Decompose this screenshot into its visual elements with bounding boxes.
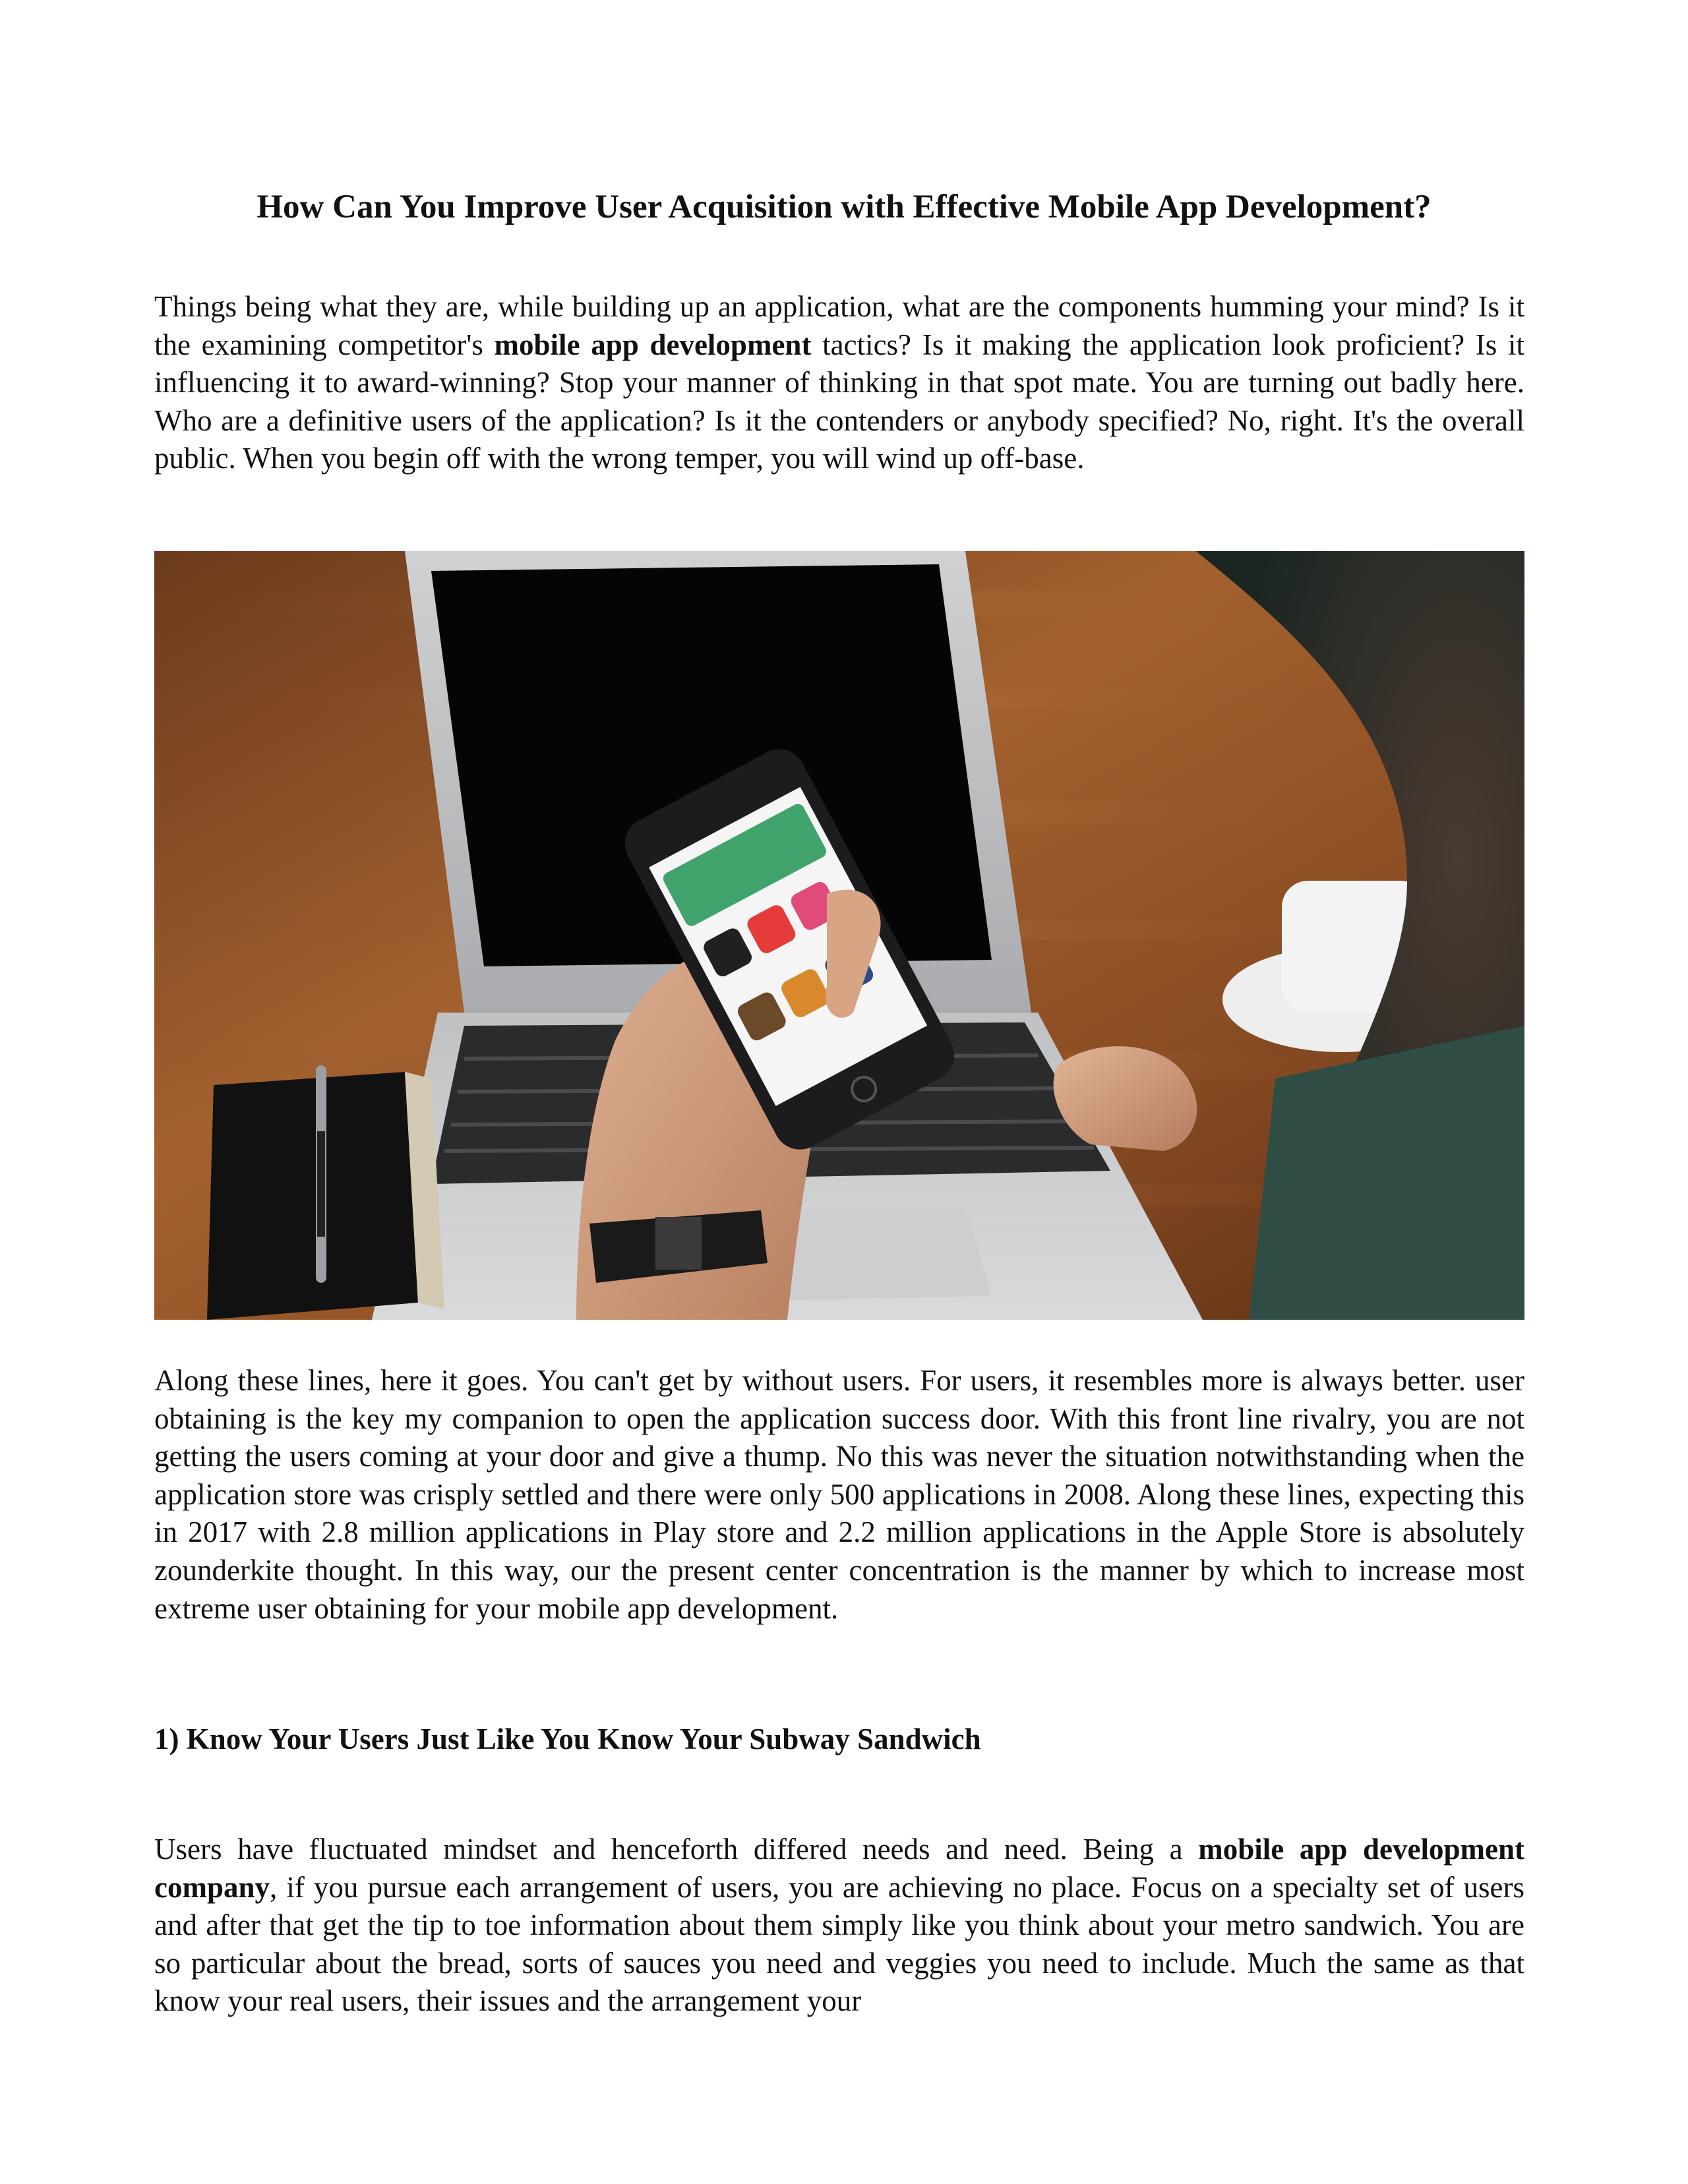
- intro-paragraph: [154, 288, 1524, 478]
- document-title: How Can You Improve User Acquisition with Effective Mobile App Development?: [256, 189, 1432, 225]
- intro-bold-keyword: mobile app development: [494, 328, 812, 361]
- p3-text-1: Users have fluctuated mindset and henceforth differed needs and need. Being a: [154, 1833, 1199, 1866]
- p3-text-2: , if you pursue each arrangement of users, you are achieving no place. Focus on a specialty set of users and after that get the tip to toe information about them simply like you think about your metro sandwich. You are so particular about the bread, sorts of sauces you need and veggies you need to include. Much the same as that know your real users, their issues and the arrangement your: [154, 1870, 1524, 2018]
- intro-text-1: Things being what they are, while building up an application, what are the components humming your mind? Is it the examining competitor's: [154, 290, 1524, 361]
- body-paragraph-2: Along these lines, here it goes. You can't get by without users. For users, it resembles more is always better. user obtaining is the key my companion to open the application success door. With this front line rivalry, you are not getting the users coming at your door and give a thump. No this was never the situation notwithstanding when the application store was crisply settled and there were only 500 applications in 2008. Along these lines, expecting this in 2017 with 2.8 million applications in Play store and 2.2 million applications in the Apple Store is absolutely zounderkite thought. In this way, our the present center concentration is the manner by which to increase most extreme user obtaining for your mobile app development.: [154, 1364, 1524, 1625]
- intro-text-2: tactics? Is it making the application look proficient? Is it influencing it to award-winning? Stop your manner of thinking in that spot mate. You are turning out badly here. Who are a definitive users of the application? Is it the contenders or anybody specified? No, right. It's the overall public. When you begin off with the wrong temper, you will wind up off-base.: [154, 328, 1524, 475]
- p3-bold-keyword: mobile app development company: [154, 1833, 1524, 1904]
- body-paragraph-3: [154, 1831, 1524, 2021]
- section-heading: 1) Know Your Users Just Like You Know Your Subway Sandwich: [154, 1723, 981, 1756]
- laptop-phone-photo: [154, 551, 1524, 1320]
